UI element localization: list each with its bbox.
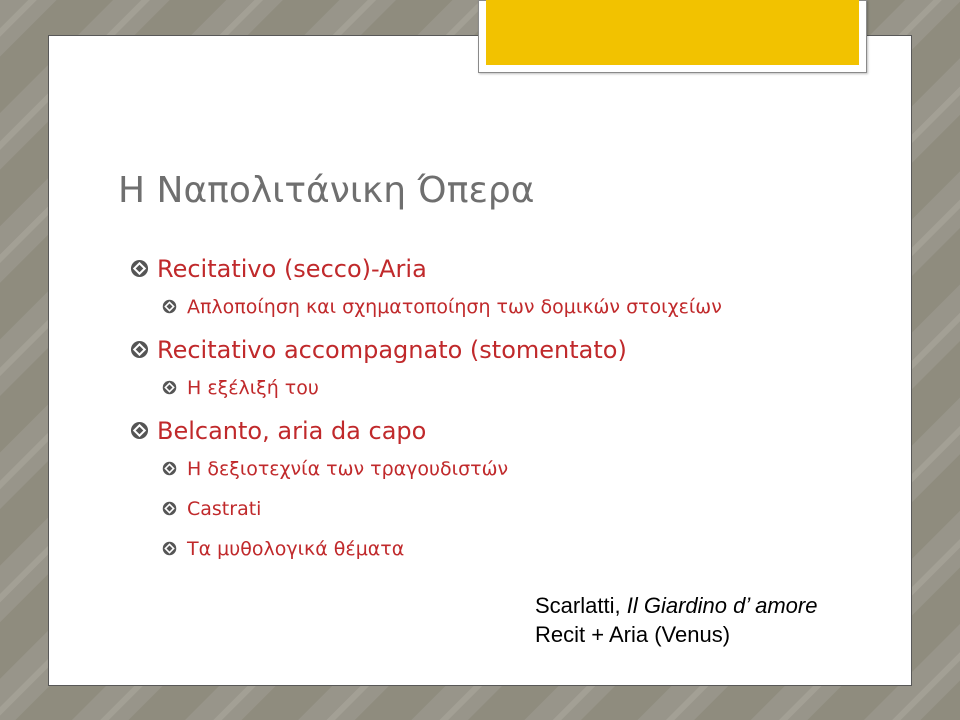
bullet-text: Recitativo (secco)-Aria (157, 255, 427, 283)
diamond-bullet-icon (162, 501, 177, 516)
caption-composer: Scarlatti, (535, 593, 621, 618)
diamond-bullet-icon (162, 541, 177, 556)
caption (535, 591, 817, 649)
diamond-bullet-icon (130, 259, 149, 278)
bullet-text: Belcanto, aria da capo (157, 417, 427, 445)
sub-bullet-text: Η δεξιοτεχνία των τραγουδιστών (187, 458, 509, 480)
caption-line-2: Recit + Aria (Venus) (535, 622, 731, 647)
sub-bullet-text: Απλοποίηση και σχηματοποίηση των δομικών στοιχείων (187, 296, 722, 318)
diamond-bullet-icon (130, 340, 149, 359)
sub-bullet-text: Τα μυθολογικά θέματα (187, 538, 405, 560)
bullet-item (130, 414, 830, 448)
bullet-item (130, 333, 830, 367)
diamond-bullet-icon (162, 299, 177, 314)
accent-block (486, 0, 859, 65)
sub-bullet-item (162, 535, 830, 564)
slide-title: Η Ναπολιτάνικη Όπερα (118, 170, 535, 211)
bullet-item (130, 252, 830, 286)
bullet-list (130, 252, 830, 575)
caption-line-1 (535, 591, 817, 620)
sub-bullet-text: Η εξέλιξή του (187, 377, 319, 399)
diamond-bullet-icon (162, 380, 177, 395)
sub-bullet-text: Castrati (187, 498, 262, 520)
sub-bullet-item (162, 374, 830, 403)
sub-bullet-item (162, 455, 830, 484)
diamond-bullet-icon (162, 461, 177, 476)
sub-bullet-item (162, 495, 830, 524)
sub-bullet-item (162, 293, 830, 322)
caption-work-title: Il Giardino d’ amore (626, 593, 818, 618)
bullet-text: Recitativo accompagnato (stomentato) (157, 336, 627, 364)
diamond-bullet-icon (130, 421, 149, 440)
